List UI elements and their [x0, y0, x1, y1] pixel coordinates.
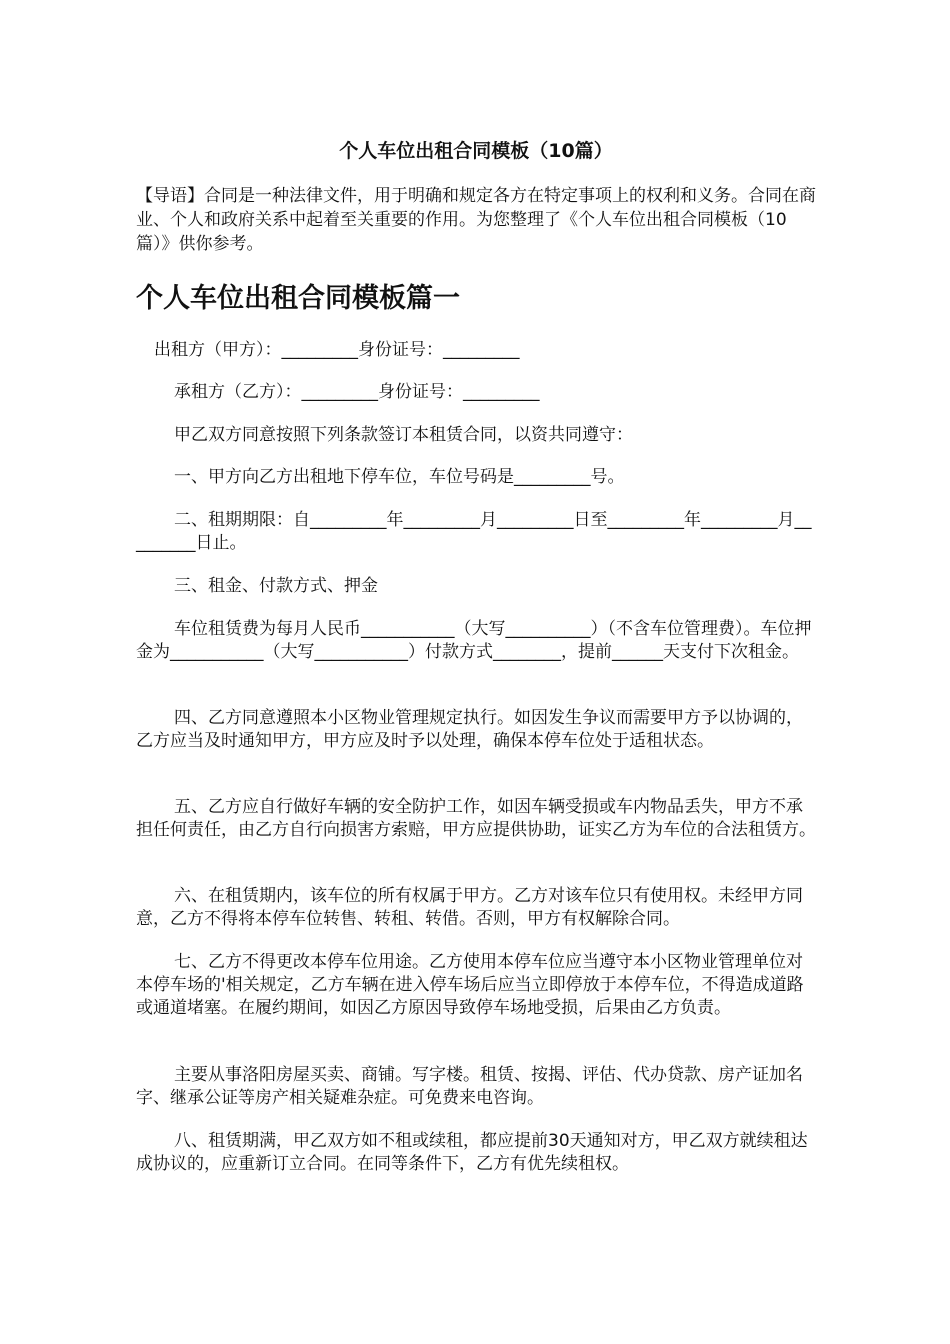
clause-7: 七、乙方不得更改本停车位用途。乙方使用本停车位应当遵守本小区物业管理单位对本停车场的'相关规定，乙方车辆在进入停车场后应当立即停放于本停车位，不得造成道路或通道堵塞。在履约期间，如因乙方原因导致停车场地受损，后果由乙方负责。 — [136, 952, 804, 1018]
clause-6: 六、在租赁期内，该车位的所有权属于甲方。乙方对该车位只有使用权。未经甲方同意，乙方不得将本停车位转售、转租、转借。否则，甲方有权解除合同。 — [136, 886, 803, 929]
section-title: 个人车位出租合同模板篇一 — [136, 283, 460, 314]
intro-paragraph: 【导语】合同是一种法律文件，用于明确和规定各方在特定事项上的权利和义务。合同在商业、个人和政府关系中起着至关重要的作用。为您整理了《个人车位出租合同模板（10篇）》供你参考。 — [136, 186, 816, 254]
clause-2: 二、租期期限：自_________年_________月_________日至_________年_________月_________日止。 — [136, 510, 812, 553]
rent-terms: 车位租赁费为每月人民币___________（大写__________）（不含车位管理费）。车位押金为___________（大写___________）付款方式________，提前______天支付下次租金。 — [136, 619, 812, 662]
advertisement-paragraph: 主要从事洛阳房屋买卖、商铺。写字楼。租赁、按揭、评估、代办贷款、房产证加名字、继承公证等房产相关疑难杂症。可免费来电咨询。 — [136, 1065, 803, 1108]
party-a-line: 出租方（甲方）：_________身份证号：_________ — [154, 340, 520, 360]
clause-1: 一、甲方向乙方出租地下停车位，车位号码是_________号。 — [174, 467, 625, 487]
document-title: 个人车位出租合同模板（10篇） — [339, 140, 613, 162]
clause-8: 八、租赁期满，甲乙双方如不租或续租，都应提前30天通知对方，甲乙双方就续租达成协议的，应重新订立合同。在同等条件下，乙方有优先续租权。 — [136, 1131, 808, 1174]
party-b-line: 承租方（乙方）：_________身份证号：_________ — [174, 382, 540, 402]
agreement-preamble: 甲乙双方同意按照下列条款签订本租赁合同，以资共同遵守： — [174, 425, 633, 445]
clause-3-heading: 三、租金、付款方式、押金 — [174, 576, 378, 596]
clause-5: 五、乙方应自行做好车辆的安全防护工作，如因车辆受损或车内物品丢失，甲方不承担任何责任，由乙方自行向损害方索赔，甲方应提供协助，证实乙方为车位的合法租赁方。 — [136, 797, 816, 840]
clause-4: 四、乙方同意遵照本小区物业管理规定执行。如因发生争议而需要甲方予以协调的，乙方应当及时通知甲方，甲方应及时予以处理，确保本停车位处于适租状态。 — [136, 708, 803, 751]
